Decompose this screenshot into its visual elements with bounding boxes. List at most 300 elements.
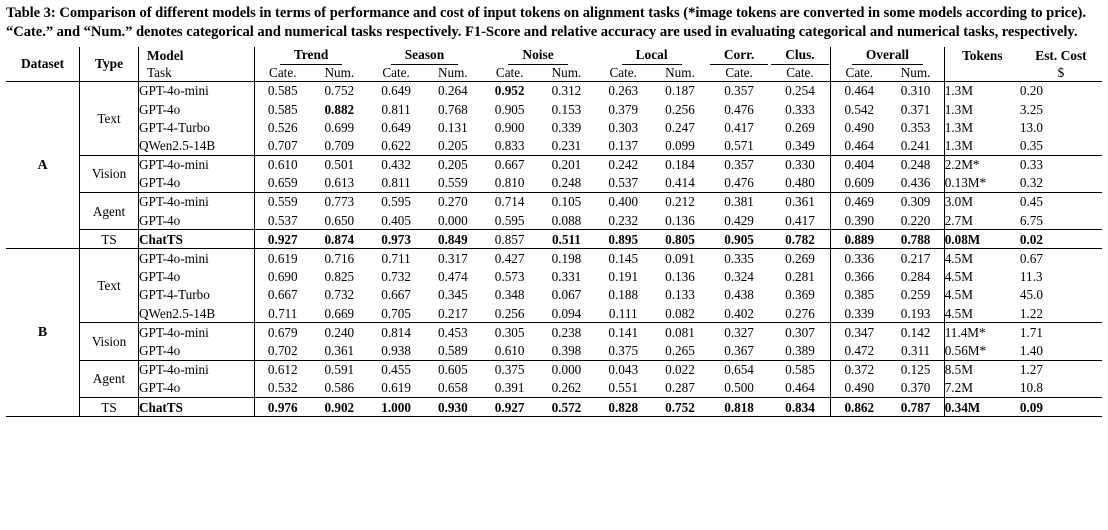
metric-cell: 0.339 bbox=[831, 304, 888, 323]
metric-cell: 0.650 bbox=[324, 212, 355, 228]
metric-cell: 0.818 bbox=[708, 397, 769, 416]
metric-cell: 0.133 bbox=[665, 287, 695, 303]
metric-cell: 0.287 bbox=[665, 380, 695, 396]
metric-cell: 0.709 bbox=[324, 137, 355, 153]
metric-cell: 0.099 bbox=[665, 137, 695, 153]
cost-cell: 0.67 bbox=[1020, 249, 1102, 268]
header-sub-season-cate: Cate. bbox=[382, 64, 410, 80]
metric-cell: 0.551 bbox=[608, 380, 639, 396]
metric-cell: 0.559 bbox=[254, 192, 311, 211]
metric-cell: 0.537 bbox=[254, 211, 311, 230]
metric-cell: 0.125 bbox=[887, 360, 944, 379]
metric-cell: 0.375 bbox=[481, 360, 538, 379]
metric-cell: 0.414 bbox=[665, 175, 695, 191]
cost-cell: 13.0 bbox=[1019, 119, 1043, 135]
tokens-cell: 2.7M bbox=[944, 211, 1020, 230]
metric-cell: 0.310 bbox=[887, 81, 944, 100]
metric-cell: 0.372 bbox=[831, 360, 888, 379]
tokens-cell: 7.2M bbox=[944, 379, 1020, 398]
metric-cell: 0.752 bbox=[311, 81, 368, 100]
metric-cell: 0.137 bbox=[608, 137, 639, 153]
cost-cell: 1.22 bbox=[1019, 305, 1043, 321]
metric-cell: 0.232 bbox=[608, 212, 639, 228]
metric-cell: 0.857 bbox=[481, 230, 538, 249]
table-row bbox=[6, 211, 1102, 230]
metric-cell: 0.370 bbox=[900, 380, 931, 396]
dataset-cell: A bbox=[6, 81, 80, 249]
metric-cell: 0.571 bbox=[724, 137, 754, 153]
metric-cell: 0.404 bbox=[831, 155, 888, 174]
metric-cell: 0.436 bbox=[900, 175, 931, 191]
metric-cell: 0.469 bbox=[831, 192, 888, 211]
metric-cell: 0.490 bbox=[831, 379, 888, 398]
metric-cell: 0.476 bbox=[724, 101, 754, 117]
table-row bbox=[6, 230, 1102, 249]
model-cell: ChatTS bbox=[138, 397, 254, 416]
metric-cell: 0.480 bbox=[785, 175, 815, 191]
metric-cell: 0.311 bbox=[900, 342, 931, 358]
metric-cell: 0.938 bbox=[381, 342, 411, 358]
metric-cell: 0.212 bbox=[652, 192, 709, 211]
tokens-cell: 4.5M bbox=[944, 286, 1020, 304]
table-row bbox=[6, 360, 1102, 379]
metric-cell: 0.927 bbox=[254, 230, 311, 249]
metric-cell: 0.136 bbox=[665, 269, 695, 285]
metric-cell: 0.810 bbox=[494, 175, 525, 191]
metric-cell: 0.238 bbox=[538, 323, 595, 342]
metric-cell: 0.220 bbox=[900, 212, 931, 228]
metric-cell: 0.381 bbox=[708, 192, 769, 211]
metric-cell: 0.312 bbox=[538, 81, 595, 100]
tokens-cell: 0.56M* bbox=[944, 341, 1020, 360]
metric-cell: 0.265 bbox=[665, 342, 695, 358]
cost-cell: 0.45 bbox=[1020, 192, 1102, 211]
metric-cell: 0.526 bbox=[254, 118, 311, 136]
cost-cell: 45.0 bbox=[1019, 287, 1043, 303]
metric-cell: 0.585 bbox=[770, 360, 831, 379]
cost-cell: 1.40 bbox=[1019, 342, 1043, 358]
header-sub-season-num: Num. bbox=[438, 64, 468, 80]
metric-cell: 0.405 bbox=[381, 212, 411, 228]
metric-cell: 0.788 bbox=[887, 230, 944, 249]
cost-cell: 0.35 bbox=[1019, 137, 1043, 153]
metric-cell: 0.361 bbox=[324, 342, 355, 358]
table-row bbox=[6, 268, 1102, 286]
metric-cell: 0.610 bbox=[254, 155, 311, 174]
model-cell: ChatTS bbox=[138, 230, 254, 249]
metric-cell: 0.330 bbox=[770, 155, 831, 174]
metric-cell: 0.589 bbox=[438, 342, 468, 358]
metric-cell: 0.254 bbox=[770, 81, 831, 100]
cost-cell: 0.32 bbox=[1019, 175, 1043, 191]
cost-cell: 1.27 bbox=[1020, 360, 1102, 379]
metric-cell: 1.000 bbox=[368, 397, 425, 416]
table-row bbox=[6, 174, 1102, 193]
metric-cell: 0.768 bbox=[438, 101, 468, 117]
metric-cell: 0.559 bbox=[438, 175, 468, 191]
metric-cell: 0.105 bbox=[538, 192, 595, 211]
metric-cell: 0.585 bbox=[254, 81, 311, 100]
metric-cell: 0.814 bbox=[368, 323, 425, 342]
metric-cell: 0.537 bbox=[608, 175, 639, 191]
metric-cell: 0.542 bbox=[831, 100, 888, 118]
metric-cell: 0.667 bbox=[481, 155, 538, 174]
metric-cell: 0.281 bbox=[785, 269, 815, 285]
metric-cell: 0.247 bbox=[665, 119, 695, 135]
metric-cell: 0.659 bbox=[254, 174, 311, 193]
metric-cell: 0.453 bbox=[424, 323, 481, 342]
metric-cell: 0.385 bbox=[831, 286, 888, 304]
metric-cell: 0.259 bbox=[900, 287, 931, 303]
metric-cell: 0.349 bbox=[785, 137, 815, 153]
metric-cell: 0.432 bbox=[368, 155, 425, 174]
metric-cell: 0.619 bbox=[381, 380, 411, 396]
tokens-cell: 8.5M bbox=[944, 360, 1020, 379]
table-row bbox=[6, 136, 1102, 155]
metric-cell: 0.402 bbox=[724, 305, 754, 321]
metric-cell: 0.605 bbox=[424, 360, 481, 379]
metric-cell: 0.131 bbox=[438, 119, 468, 135]
metric-cell: 0.345 bbox=[438, 287, 468, 303]
header-sub-overall-num: Num. bbox=[900, 64, 931, 80]
table-row bbox=[6, 286, 1102, 304]
metric-cell: 0.782 bbox=[770, 230, 831, 249]
metric-cell: 0.136 bbox=[665, 212, 695, 228]
metric-cell: 0.142 bbox=[887, 323, 944, 342]
metric-cell: 0.849 bbox=[424, 230, 481, 249]
cost-cell: 0.09 bbox=[1020, 397, 1102, 416]
metric-cell: 0.333 bbox=[785, 101, 815, 117]
metric-cell: 0.828 bbox=[595, 397, 652, 416]
model-cell: GPT-4-Turbo bbox=[138, 118, 254, 136]
metric-cell: 0.256 bbox=[494, 305, 525, 321]
metric-cell: 0.669 bbox=[324, 305, 355, 321]
header-task: Task bbox=[138, 65, 254, 82]
metric-cell: 0.231 bbox=[551, 137, 582, 153]
metric-cell: 0.825 bbox=[324, 269, 355, 285]
metric-cell: 0.184 bbox=[652, 155, 709, 174]
metric-cell: 0.248 bbox=[551, 175, 582, 191]
metric-cell: 0.353 bbox=[900, 119, 931, 135]
header-sub-noise-num: Num. bbox=[551, 64, 582, 80]
metric-cell: 0.242 bbox=[595, 155, 652, 174]
tokens-cell: 2.2M* bbox=[944, 155, 1020, 174]
header-model: Model bbox=[138, 47, 254, 64]
dataset-cell: B bbox=[6, 249, 80, 417]
header-sub-overall-cate: Cate. bbox=[831, 65, 888, 82]
table-row bbox=[6, 379, 1102, 398]
metric-cell: 0.464 bbox=[831, 136, 888, 155]
metric-cell: 0.711 bbox=[254, 304, 311, 323]
metric-cell: 0.667 bbox=[254, 286, 311, 304]
metric-cell: 0.455 bbox=[368, 360, 425, 379]
metric-cell: 0.369 bbox=[785, 287, 815, 303]
model-cell: GPT-4o-mini bbox=[138, 323, 254, 342]
metric-cell: 0.732 bbox=[381, 269, 411, 285]
metric-cell: 0.262 bbox=[551, 380, 582, 396]
metric-cell: 0.336 bbox=[831, 249, 888, 268]
metric-cell: 0.930 bbox=[424, 397, 481, 416]
tokens-cell: 4.5M bbox=[944, 268, 1020, 286]
header-sub-corr-cate: Cate. bbox=[725, 64, 753, 80]
tokens-cell: 1.3M bbox=[944, 136, 1020, 155]
model-cell: GPT-4o bbox=[138, 379, 254, 398]
metric-cell: 0.610 bbox=[494, 342, 525, 358]
metric-cell: 0.612 bbox=[254, 360, 311, 379]
table-row bbox=[6, 341, 1102, 360]
metric-cell: 0.217 bbox=[887, 249, 944, 268]
metric-cell: 0.711 bbox=[368, 249, 425, 268]
metric-cell: 0.752 bbox=[652, 397, 709, 416]
tokens-cell: 0.34M bbox=[944, 397, 1020, 416]
metric-cell: 0.022 bbox=[652, 360, 709, 379]
table-row bbox=[6, 100, 1102, 118]
metric-cell: 0.187 bbox=[652, 81, 709, 100]
metric-cell: 0.269 bbox=[785, 119, 815, 135]
metric-cell: 0.474 bbox=[438, 269, 468, 285]
header-group-clus: Clus. bbox=[770, 47, 831, 64]
header-group-season: Season bbox=[368, 47, 482, 64]
model-cell: GPT-4o-mini bbox=[138, 192, 254, 211]
metric-cell: 0.390 bbox=[831, 211, 888, 230]
metric-cell: 0.572 bbox=[538, 397, 595, 416]
metric-cell: 0.927 bbox=[481, 397, 538, 416]
metric-cell: 0.240 bbox=[311, 323, 368, 342]
header-group-noise: Noise bbox=[481, 47, 595, 64]
tokens-cell: 0.13M* bbox=[944, 174, 1020, 193]
tokens-cell: 11.4M* bbox=[944, 323, 1020, 342]
model-cell: GPT-4o-mini bbox=[138, 360, 254, 379]
metric-cell: 0.787 bbox=[887, 397, 944, 416]
metric-cell: 0.317 bbox=[424, 249, 481, 268]
metric-cell: 0.895 bbox=[595, 230, 652, 249]
metric-cell: 0.335 bbox=[708, 249, 769, 268]
metric-cell: 0.952 bbox=[481, 81, 538, 100]
metric-cell: 0.595 bbox=[368, 192, 425, 211]
model-cell: GPT-4o-mini bbox=[138, 155, 254, 174]
header-sub-local-num: Num. bbox=[665, 64, 695, 80]
metric-cell: 0.398 bbox=[551, 342, 582, 358]
cost-cell: 11.3 bbox=[1019, 269, 1043, 285]
metric-cell: 0.714 bbox=[481, 192, 538, 211]
metric-cell: 0.303 bbox=[608, 119, 639, 135]
metric-cell: 0.622 bbox=[381, 137, 411, 153]
metric-cell: 0.256 bbox=[665, 101, 695, 117]
model-cell: GPT-4o bbox=[138, 268, 254, 286]
type-cell: Agent bbox=[80, 192, 139, 229]
metric-cell: 0.464 bbox=[785, 380, 815, 396]
results-table bbox=[6, 47, 1102, 417]
type-cell: Text bbox=[80, 81, 139, 155]
metric-cell: 0.217 bbox=[438, 305, 468, 321]
metric-cell: 0.000 bbox=[438, 212, 468, 228]
metric-cell: 0.067 bbox=[551, 287, 582, 303]
metric-cell: 0.586 bbox=[324, 380, 355, 396]
metric-cell: 0.707 bbox=[254, 136, 311, 155]
model-cell: GPT-4o-mini bbox=[138, 249, 254, 268]
metric-cell: 0.702 bbox=[254, 341, 311, 360]
metric-cell: 0.905 bbox=[708, 230, 769, 249]
metric-cell: 0.094 bbox=[551, 305, 582, 321]
metric-cell: 0.375 bbox=[608, 342, 639, 358]
metric-cell: 0.667 bbox=[381, 287, 411, 303]
metric-cell: 0.400 bbox=[595, 192, 652, 211]
metric-cell: 0.591 bbox=[311, 360, 368, 379]
metric-cell: 0.348 bbox=[494, 287, 525, 303]
metric-cell: 0.476 bbox=[724, 175, 754, 191]
metric-cell: 0.309 bbox=[887, 192, 944, 211]
metric-cell: 0.882 bbox=[324, 101, 355, 117]
metric-cell: 0.699 bbox=[324, 119, 355, 135]
type-cell: TS bbox=[80, 397, 139, 416]
metric-cell: 0.573 bbox=[494, 269, 525, 285]
model-cell: QWen2.5-14B bbox=[138, 304, 254, 323]
metric-cell: 0.902 bbox=[311, 397, 368, 416]
metric-cell: 0.361 bbox=[770, 192, 831, 211]
header-sub-trend-cate: Cate. bbox=[254, 65, 311, 82]
metric-cell: 0.732 bbox=[324, 287, 355, 303]
header-group-corr: Corr. bbox=[708, 47, 769, 64]
metric-cell: 0.198 bbox=[538, 249, 595, 268]
metric-cell: 0.429 bbox=[724, 212, 754, 228]
metric-cell: 0.248 bbox=[887, 155, 944, 174]
header-sub-local-cate: Cate. bbox=[609, 64, 637, 80]
metric-cell: 0.141 bbox=[595, 323, 652, 342]
metric-cell: 0.811 bbox=[381, 101, 411, 117]
metric-cell: 0.805 bbox=[652, 230, 709, 249]
metric-cell: 0.000 bbox=[538, 360, 595, 379]
metric-cell: 0.366 bbox=[831, 268, 888, 286]
model-cell: GPT-4o bbox=[138, 211, 254, 230]
metric-cell: 0.595 bbox=[494, 212, 525, 228]
tokens-cell: 4.5M bbox=[944, 249, 1020, 268]
type-cell: Vision bbox=[80, 155, 139, 192]
metric-cell: 0.367 bbox=[724, 342, 754, 358]
model-cell: GPT-4-Turbo bbox=[138, 286, 254, 304]
metric-cell: 0.472 bbox=[831, 341, 888, 360]
metric-cell: 0.201 bbox=[538, 155, 595, 174]
metric-cell: 0.082 bbox=[665, 305, 695, 321]
model-cell: GPT-4o bbox=[138, 341, 254, 360]
metric-cell: 0.613 bbox=[324, 175, 355, 191]
header-tokens: Tokens bbox=[944, 47, 1020, 64]
metric-cell: 0.205 bbox=[424, 155, 481, 174]
metric-cell: 0.205 bbox=[438, 137, 468, 153]
model-cell: GPT-4o bbox=[138, 174, 254, 193]
metric-cell: 0.417 bbox=[785, 212, 815, 228]
metric-cell: 0.191 bbox=[608, 269, 639, 285]
tokens-cell: 3.0M bbox=[944, 192, 1020, 211]
metric-cell: 0.091 bbox=[652, 249, 709, 268]
metric-cell: 0.270 bbox=[424, 192, 481, 211]
metric-cell: 0.357 bbox=[708, 81, 769, 100]
metric-cell: 0.705 bbox=[381, 305, 411, 321]
tokens-cell: 1.3M bbox=[944, 100, 1020, 118]
metric-cell: 0.389 bbox=[785, 342, 815, 358]
table-row bbox=[6, 192, 1102, 211]
metric-cell: 0.862 bbox=[831, 397, 888, 416]
metric-cell: 0.654 bbox=[708, 360, 769, 379]
metric-cell: 0.619 bbox=[254, 249, 311, 268]
table-row bbox=[6, 249, 1102, 268]
header-tokens-unit bbox=[944, 65, 1020, 82]
header-group-trend: Trend bbox=[254, 47, 368, 64]
metric-cell: 0.976 bbox=[254, 397, 311, 416]
metric-cell: 0.188 bbox=[608, 287, 639, 303]
tokens-cell: 1.3M bbox=[944, 81, 1020, 100]
table-row bbox=[6, 397, 1102, 416]
metric-cell: 0.193 bbox=[900, 305, 931, 321]
metric-cell: 0.532 bbox=[254, 379, 311, 398]
header-sub-clus-cate: Cate. bbox=[786, 64, 814, 80]
metric-cell: 0.500 bbox=[724, 380, 754, 396]
table-row bbox=[6, 81, 1102, 100]
metric-cell: 0.716 bbox=[311, 249, 368, 268]
metric-cell: 0.324 bbox=[724, 269, 754, 285]
cost-cell: 6.75 bbox=[1019, 212, 1043, 228]
tokens-cell: 4.5M bbox=[944, 304, 1020, 323]
metric-cell: 0.511 bbox=[538, 230, 595, 249]
metric-cell: 0.276 bbox=[785, 305, 815, 321]
metric-cell: 0.585 bbox=[254, 100, 311, 118]
metric-cell: 0.305 bbox=[481, 323, 538, 342]
header-cost-unit: $ bbox=[1057, 64, 1065, 80]
metric-cell: 0.889 bbox=[831, 230, 888, 249]
metric-cell: 0.145 bbox=[595, 249, 652, 268]
metric-cell: 0.905 bbox=[494, 101, 525, 117]
metric-cell: 0.773 bbox=[311, 192, 368, 211]
model-cell: GPT-4o-mini bbox=[138, 81, 254, 100]
metric-cell: 0.263 bbox=[595, 81, 652, 100]
metric-cell: 0.438 bbox=[724, 287, 754, 303]
metric-cell: 0.417 bbox=[724, 119, 754, 135]
metric-cell: 0.464 bbox=[831, 81, 888, 100]
metric-cell: 0.264 bbox=[424, 81, 481, 100]
metric-cell: 0.111 bbox=[608, 305, 638, 321]
tokens-cell: 0.08M bbox=[944, 230, 1020, 249]
header-sub-noise-cate: Cate. bbox=[495, 64, 524, 80]
metric-cell: 0.371 bbox=[900, 101, 931, 117]
metric-cell: 0.088 bbox=[551, 212, 582, 228]
metric-cell: 0.874 bbox=[311, 230, 368, 249]
header-dataset: Dataset bbox=[20, 56, 65, 72]
metric-cell: 0.649 bbox=[381, 119, 411, 135]
metric-cell: 0.153 bbox=[551, 101, 582, 117]
metric-cell: 0.241 bbox=[900, 137, 931, 153]
metric-cell: 0.649 bbox=[368, 81, 425, 100]
metric-cell: 0.081 bbox=[652, 323, 709, 342]
metric-cell: 0.043 bbox=[595, 360, 652, 379]
type-cell: Vision bbox=[80, 323, 139, 360]
header-group-local: Local bbox=[595, 47, 709, 64]
model-cell: GPT-4o bbox=[138, 100, 254, 118]
header-est-cost: Est. Cost bbox=[1035, 48, 1087, 64]
cost-cell: 0.20 bbox=[1020, 81, 1102, 100]
cost-cell: 1.71 bbox=[1020, 323, 1102, 342]
metric-cell: 0.284 bbox=[900, 269, 931, 285]
metric-cell: 0.609 bbox=[831, 174, 888, 193]
metric-cell: 0.658 bbox=[438, 380, 468, 396]
metric-cell: 0.811 bbox=[381, 175, 411, 191]
metric-cell: 0.900 bbox=[494, 119, 525, 135]
metric-cell: 0.490 bbox=[831, 118, 888, 136]
table-row bbox=[6, 155, 1102, 174]
tokens-cell: 1.3M bbox=[944, 118, 1020, 136]
metric-cell: 0.679 bbox=[254, 323, 311, 342]
metric-cell: 0.834 bbox=[770, 397, 831, 416]
header-sub-trend-num: Num. bbox=[324, 64, 355, 80]
table-row bbox=[6, 323, 1102, 342]
